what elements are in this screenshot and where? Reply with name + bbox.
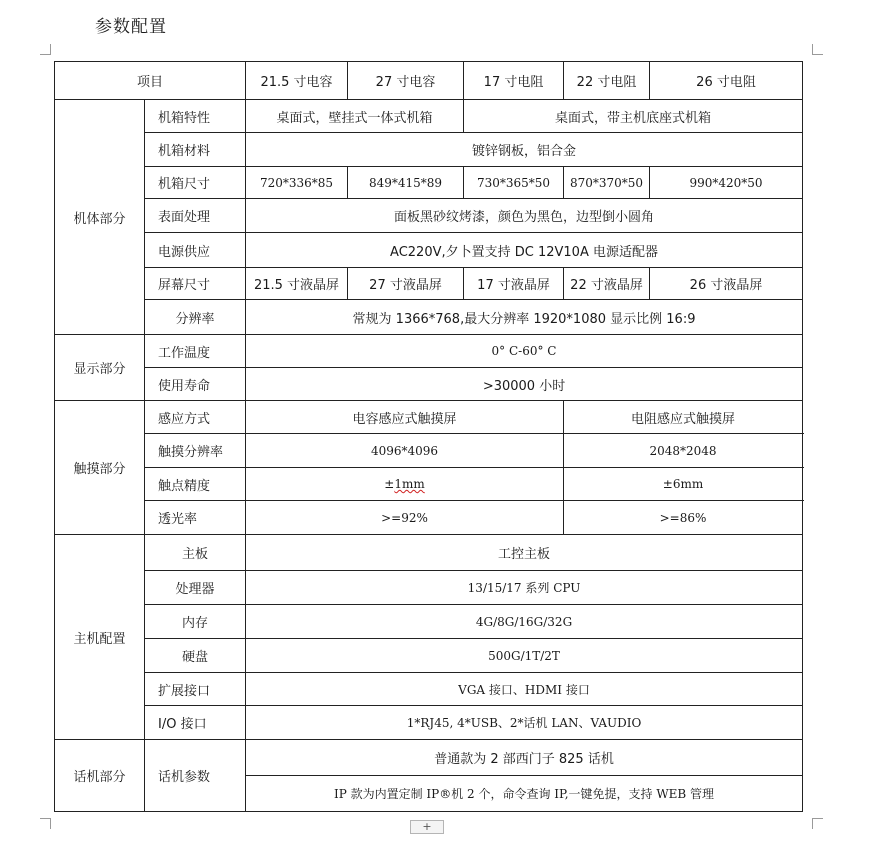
spec-table <box>54 61 803 812</box>
page-margin-corner-bottom-right <box>812 818 823 829</box>
header-col-22-res: 22 寸电阻 <box>564 62 650 100</box>
cell-value: 桌面式，带主机底座式机箱 <box>464 100 803 133</box>
spellcheck-underlined-text: 1mm <box>394 477 425 491</box>
page-margin-corner-top-left <box>40 44 51 55</box>
cell-value: 22 寸液晶屏 <box>564 268 650 300</box>
cell-value: 870*370*50 <box>564 167 650 199</box>
page-margin-corner-bottom-left <box>40 818 51 829</box>
cell-value: 桌面式，壁挂式一体式机箱 <box>246 100 464 133</box>
table-row <box>55 535 803 571</box>
cell-value: >=86% <box>564 501 803 535</box>
table-row <box>55 401 803 434</box>
table-row <box>55 268 803 300</box>
row-label: 感应方式 <box>145 401 246 434</box>
header-col-17-res: 17 寸电阻 <box>464 62 564 100</box>
cell-value: 500G/1T/2T <box>246 639 803 673</box>
cell-value: 电阻感应式触摸屏 <box>564 401 803 434</box>
cell-value: 1*RJ45, 4*USB、2*话机 LAN、VAUDIO <box>246 706 803 740</box>
row-label: 电源供应 <box>145 233 246 268</box>
cell-value: 4096*4096 <box>246 434 564 468</box>
row-label: 话机参数 <box>145 740 246 812</box>
add-row-button[interactable]: + <box>410 820 444 834</box>
table-row <box>55 167 803 199</box>
plus-minus: ± <box>384 477 395 491</box>
row-label: 机箱特性 <box>145 100 246 133</box>
cell-value: 17 寸液晶屏 <box>464 268 564 300</box>
cell-value: 镀锌钢板，铝合金 <box>246 133 803 167</box>
row-label: 使用寿命 <box>145 368 246 401</box>
cell-value: 27 寸液晶屏 <box>348 268 464 300</box>
cell-value: >30000 小时 <box>246 368 803 401</box>
cell-value: 面板黑砂纹烤漆，颜色为黑色，边型倒小圆角 <box>246 199 803 233</box>
row-label: 机箱尺寸 <box>145 167 246 199</box>
cell-value: 4G/8G/16G/32G <box>246 605 803 639</box>
table-row <box>55 368 803 401</box>
cell-value: 普通款为 2 部西门子 825 话机 <box>246 740 803 776</box>
table-row <box>55 199 803 233</box>
cell-value: >=92% <box>246 501 564 535</box>
row-label: I/O 接口 <box>145 706 246 740</box>
table-row <box>55 300 803 335</box>
table-row <box>55 740 803 776</box>
row-label: 工作温度 <box>145 335 246 368</box>
table-row <box>55 571 803 605</box>
section-phone: 话机部分 <box>55 740 145 812</box>
table-row <box>55 100 803 133</box>
table-row <box>55 434 803 468</box>
row-label: 触点精度 <box>145 468 246 501</box>
header-col-26-res: 26 寸电阻 <box>650 62 803 100</box>
table-row <box>55 335 803 368</box>
table-row <box>55 639 803 673</box>
row-label: 主板 <box>145 535 246 571</box>
table-row <box>55 501 803 535</box>
row-label: 处理器 <box>145 571 246 605</box>
cell-value: IP 款为内置定制 IP®机 2 个，命令查询 IP,一键免提，支持 WEB 管理 <box>246 776 803 812</box>
cell-value: 21.5 寸液晶屏 <box>246 268 348 300</box>
row-label: 触摸分辨率 <box>145 434 246 468</box>
cell-value: AC220V,夕卜置支持 DC 12V10A 电源适配器 <box>246 233 803 268</box>
cell-value: 849*415*89 <box>348 167 464 199</box>
row-label: 透光率 <box>145 501 246 535</box>
row-label: 硬盘 <box>145 639 246 673</box>
section-host: 主机配置 <box>55 535 145 740</box>
page-margin-corner-top-right <box>812 44 823 55</box>
table-row <box>55 133 803 167</box>
cell-value: 990*420*50 <box>650 167 803 199</box>
header-item: 项目 <box>55 62 246 100</box>
table-row <box>55 706 803 740</box>
section-body: 机体部分 <box>55 100 145 335</box>
row-label: 机箱材料 <box>145 133 246 167</box>
cell-value: 26 寸液晶屏 <box>650 268 803 300</box>
cell-value <box>246 468 564 501</box>
row-label: 表面处理 <box>145 199 246 233</box>
page-title: 参数配置 <box>95 17 167 37</box>
cell-value: 13/15/17 系列 CPU <box>246 571 803 605</box>
cell-value: ±6mm <box>564 468 803 501</box>
cell-value: 0° C-60° C <box>246 335 803 368</box>
cell-value: 730*365*50 <box>464 167 564 199</box>
row-label: 内存 <box>145 605 246 639</box>
cell-value: 工控主板 <box>246 535 803 571</box>
table-header-row <box>55 62 803 100</box>
table-row <box>55 605 803 639</box>
section-touch: 触摸部分 <box>55 401 145 535</box>
header-col-215-cap: 21.5 寸电容 <box>246 62 348 100</box>
row-label: 分辨率 <box>145 300 246 335</box>
cell-value: 电容感应式触摸屏 <box>246 401 564 434</box>
cell-value: 常规为 1366*768,最大分辨率 1920*1080 显示比例 16:9 <box>246 300 803 335</box>
header-col-27-cap: 27 寸电容 <box>348 62 464 100</box>
row-label: 扩展接口 <box>145 673 246 706</box>
row-label: 屏幕尺寸 <box>145 268 246 300</box>
section-display: 显示部分 <box>55 335 145 401</box>
table-row <box>55 233 803 268</box>
cell-value: VGA 接口、HDMI 接口 <box>246 673 803 706</box>
cell-value: 2048*2048 <box>564 434 803 468</box>
table-row <box>55 468 803 501</box>
table-row <box>55 673 803 706</box>
cell-value: 720*336*85 <box>246 167 348 199</box>
